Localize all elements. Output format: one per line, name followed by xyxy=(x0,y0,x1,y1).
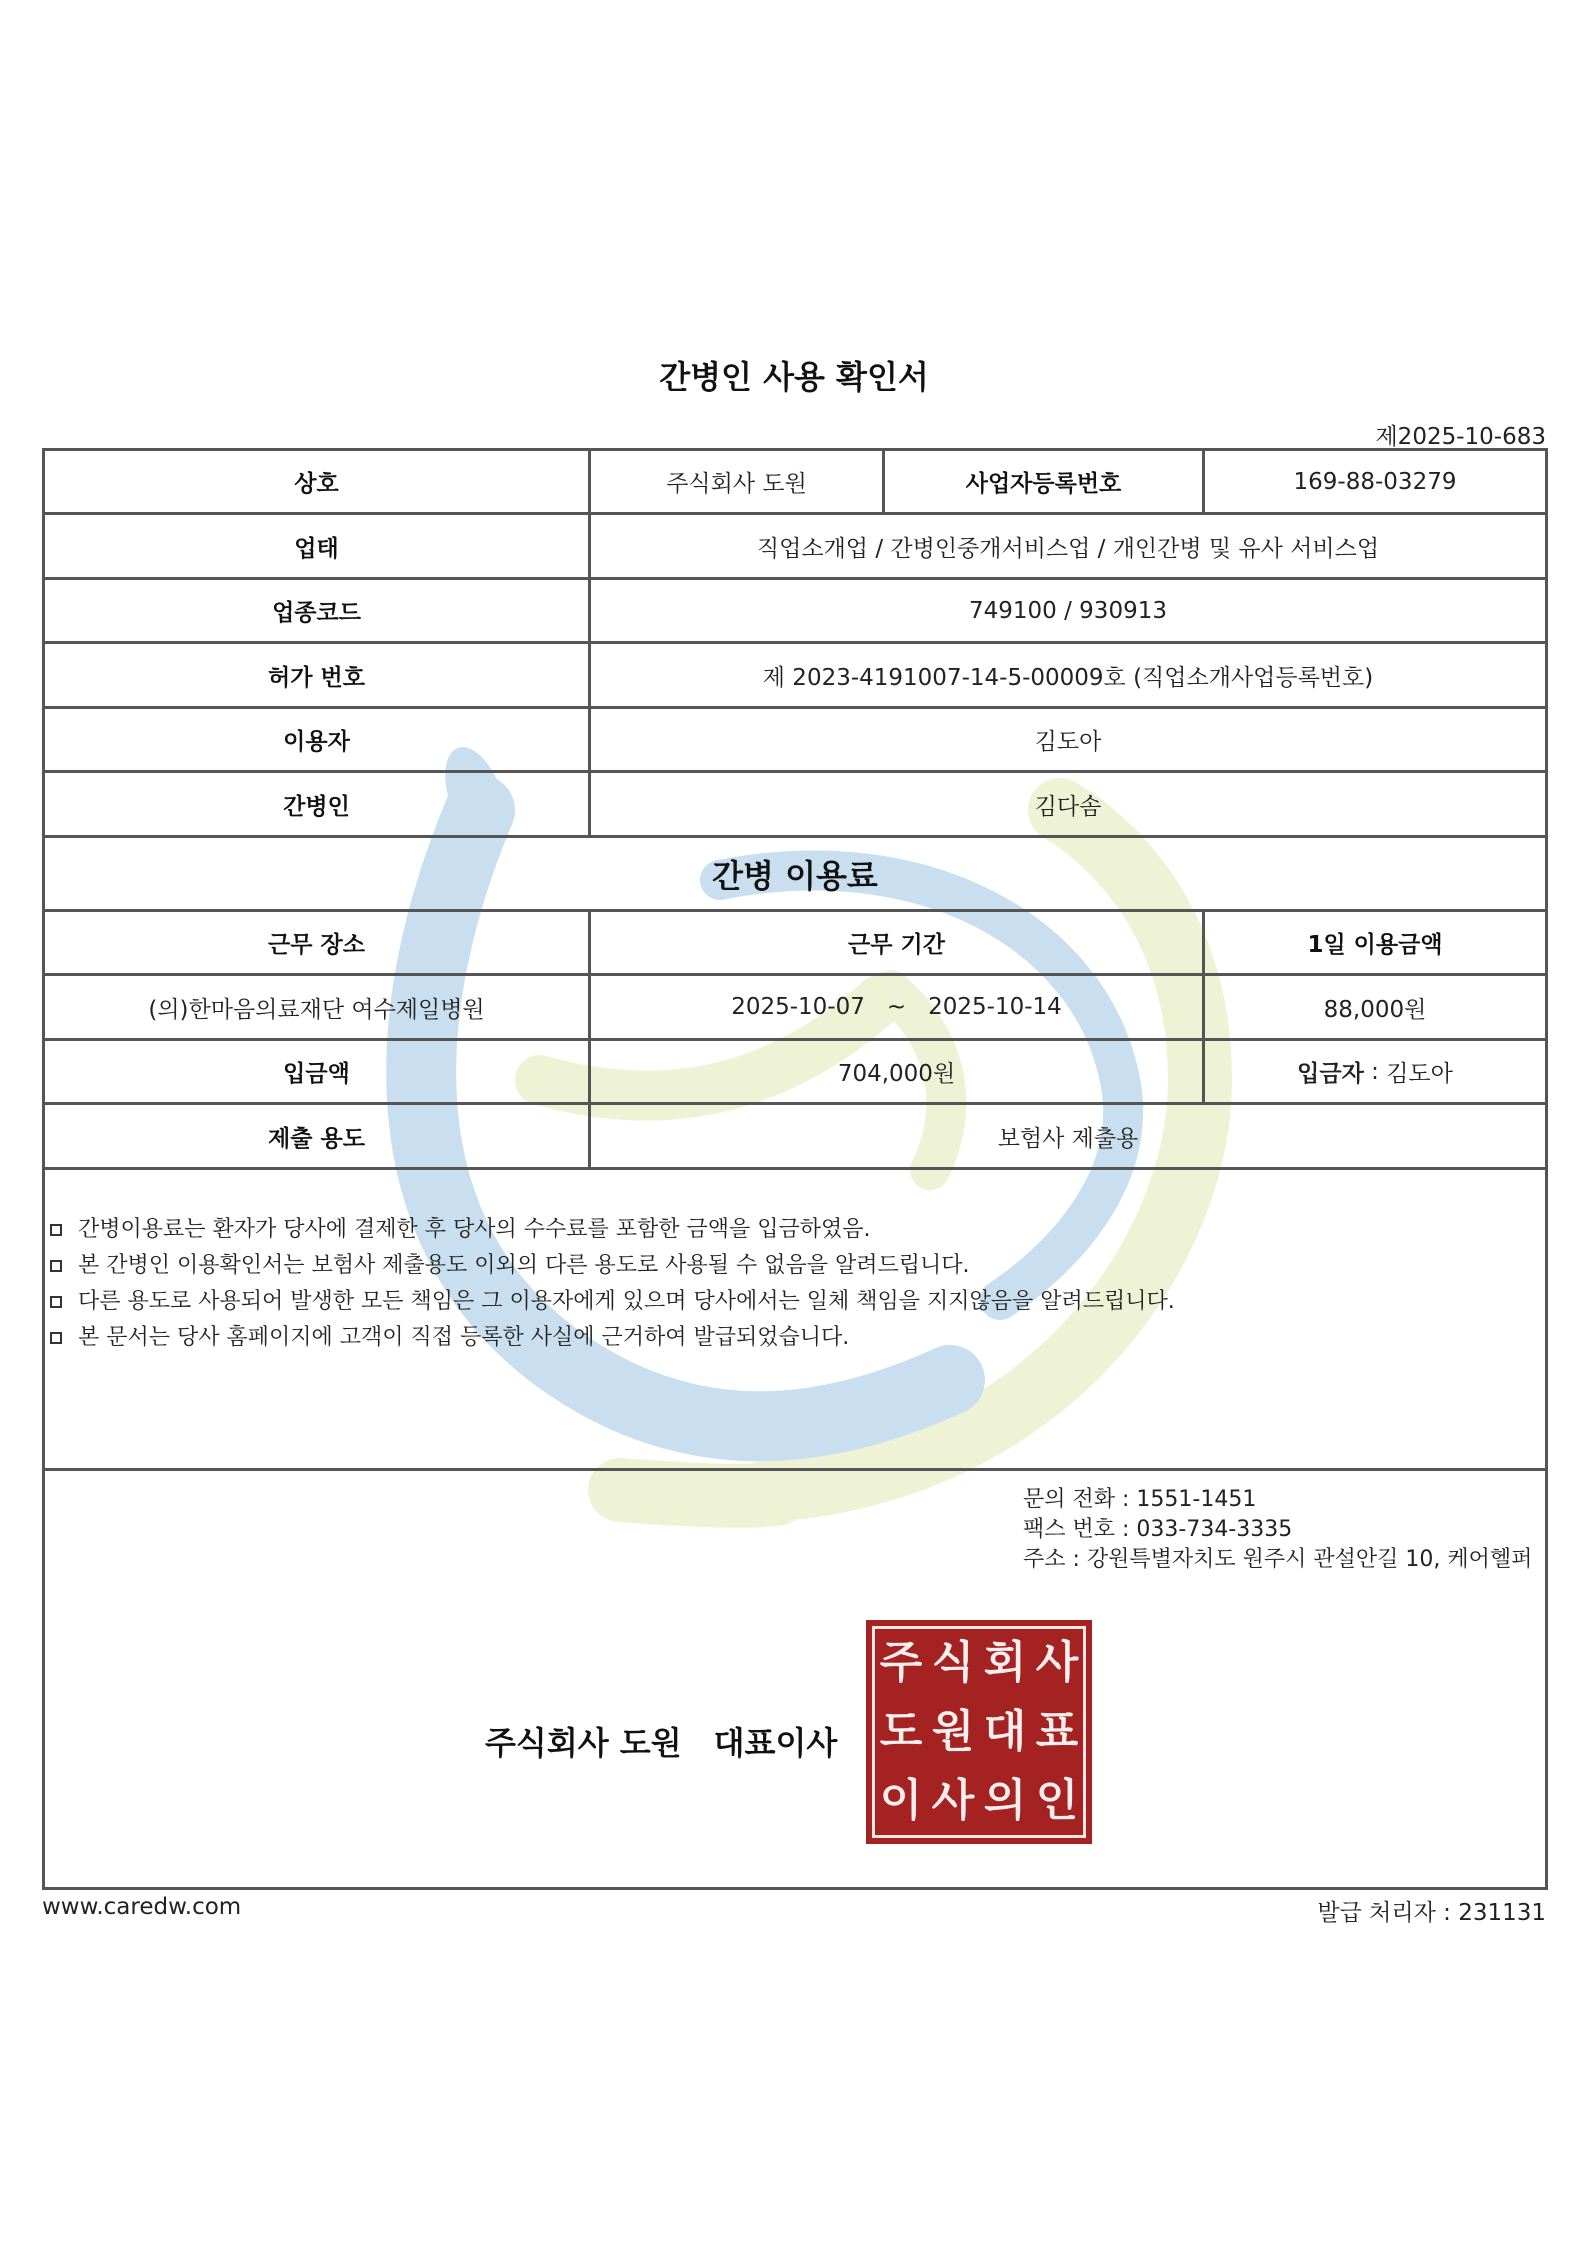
note-text: 본 문서는 당사 홈페이지에 고객이 직접 등록한 사실에 근거하여 발급되었습니다. xyxy=(78,1325,850,1350)
brn-value: 169-88-03279 xyxy=(1293,468,1457,495)
seal-char: 식 xyxy=(931,1637,975,1689)
contact-info xyxy=(1023,1485,1532,1575)
user-value: 김도아 xyxy=(1034,729,1102,755)
daily-label: 1일 이용금액 xyxy=(1307,932,1443,958)
note-item xyxy=(22,1284,1175,1320)
square-bullet-icon xyxy=(50,1296,62,1308)
company-label: 상호 xyxy=(45,451,591,512)
seal-char: 이 xyxy=(879,1774,923,1826)
period-start: 2025-10-07 xyxy=(731,994,865,1020)
period-label: 근무 기간 xyxy=(591,912,1205,973)
code-label: 업종코드 xyxy=(45,580,591,641)
contact-fax: 팩스 번호 : 033-734-3335 xyxy=(1023,1517,1293,1542)
period-separator: ~ xyxy=(886,994,907,1020)
contact-phone: 문의 전화 : 1551-1451 xyxy=(1023,1487,1257,1512)
place-value: (의)한마음의료재단 여수제일병원 xyxy=(45,976,591,1038)
document-number: 제2025-10-683 xyxy=(1375,424,1546,450)
contact-address: 주소 : 강원특별자치도 원주시 관설안길 10, 케어헬퍼 xyxy=(1023,1547,1533,1572)
seal-char: 사 xyxy=(1035,1637,1079,1689)
row-business xyxy=(45,515,1545,580)
row-fee-headers xyxy=(45,912,1545,976)
seal-char: 회 xyxy=(983,1637,1027,1689)
note-item xyxy=(22,1212,1175,1248)
notes-list xyxy=(22,1212,1175,1356)
note-text: 간병이용료는 환자가 당사에 결제한 후 당사의 수수료를 포함한 금액을 입금하였음. xyxy=(78,1217,871,1242)
note-item xyxy=(22,1320,1175,1356)
seal-char: 표 xyxy=(1035,1705,1079,1757)
depositor-label: 입금자 xyxy=(1297,1061,1364,1087)
user-label: 이용자 xyxy=(45,709,591,770)
daily-value: 88,000원 xyxy=(1323,996,1427,1023)
purpose-label: 제출 용도 xyxy=(45,1105,591,1167)
license-value: 제 2023-4191007-14-5-00009호 (직업소개사업등록번호) xyxy=(762,664,1374,691)
seal-char: 주 xyxy=(879,1637,923,1689)
row-deposit xyxy=(45,1041,1545,1105)
row-license xyxy=(45,644,1545,709)
depositor-value: 김도아 xyxy=(1386,1061,1453,1087)
period-value xyxy=(591,976,1205,1038)
signature-company: 주식회사 도원 xyxy=(485,1724,682,1762)
business-value: 직업소개업 / 간병인중개서비스업 / 개인간병 및 유사 서비스업 xyxy=(756,535,1380,562)
fee-section-title: 간병 이용료 xyxy=(712,856,878,895)
row-fee-values xyxy=(45,976,1545,1041)
deposit-value: 704,000원 xyxy=(591,1041,1205,1102)
footer-website: www.caredw.com xyxy=(42,1894,242,1920)
license-label: 허가 번호 xyxy=(45,644,591,706)
note-text: 다른 용도로 사용되어 발생한 모든 책임은 그 이용자에게 있으며 당사에서는 일체 책임을 지지않음을 알려드립니다. xyxy=(78,1289,1175,1314)
document-title: 간병인 사용 확인서 xyxy=(659,358,929,396)
row-purpose xyxy=(45,1105,1545,1170)
seal-char: 인 xyxy=(1035,1774,1079,1826)
note-text: 본 간병인 이용확인서는 보험사 제출용도 이외의 다른 용도로 사용될 수 없음을 알려드립니다. xyxy=(78,1253,970,1278)
square-bullet-icon xyxy=(50,1332,62,1344)
seal-grid xyxy=(872,1626,1086,1838)
certificate-table xyxy=(42,448,1548,1890)
seal-char: 대 xyxy=(983,1705,1027,1757)
square-bullet-icon xyxy=(50,1224,62,1236)
row-user xyxy=(45,709,1545,773)
footer-issuer: 발급 처리자 : 231131 xyxy=(1317,1900,1546,1926)
signature-line xyxy=(485,1718,837,1764)
seal-char: 도 xyxy=(879,1705,923,1757)
caregiver-value: 김다솜 xyxy=(1034,793,1102,820)
purpose-value: 보험사 제출용 xyxy=(997,1125,1139,1152)
square-bullet-icon xyxy=(50,1260,62,1272)
period-end: 2025-10-14 xyxy=(928,994,1062,1020)
seal-char: 의 xyxy=(983,1774,1027,1826)
code-value: 749100 / 930913 xyxy=(969,597,1167,624)
deposit-label: 입금액 xyxy=(45,1041,591,1102)
depositor-separator: : xyxy=(1363,1058,1387,1085)
note-item xyxy=(22,1248,1175,1284)
place-label: 근무 장소 xyxy=(45,912,591,973)
company-value: 주식회사 도원 xyxy=(591,451,885,512)
caregiver-label: 간병인 xyxy=(45,773,591,835)
row-company xyxy=(45,451,1545,515)
seal-char: 사 xyxy=(931,1774,975,1826)
brn-label: 사업자등록번호 xyxy=(885,451,1205,512)
row-code xyxy=(45,580,1545,644)
seal-char: 원 xyxy=(931,1705,975,1757)
depositor-cell xyxy=(1205,1041,1545,1102)
signature-role: 대표이사 xyxy=(713,1724,838,1762)
row-caregiver xyxy=(45,773,1545,838)
business-label: 업태 xyxy=(45,515,591,577)
company-seal-stamp xyxy=(866,1620,1092,1844)
row-fee-title xyxy=(45,838,1545,912)
